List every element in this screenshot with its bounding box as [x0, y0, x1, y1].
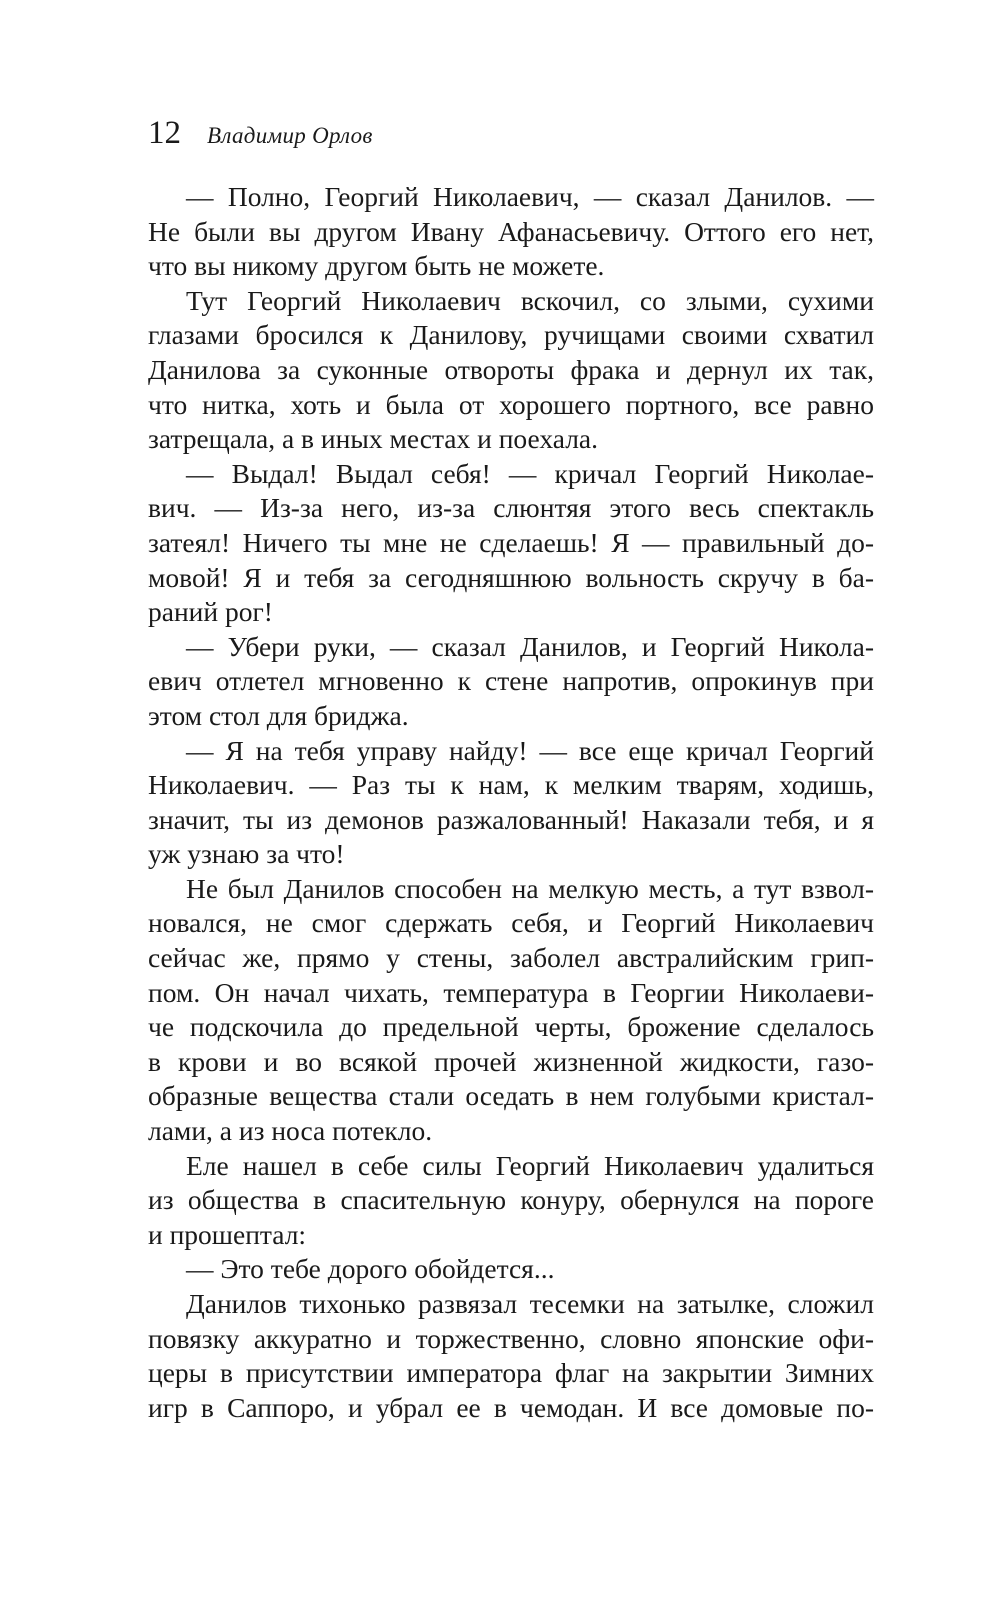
page-number: 12 — [148, 115, 181, 151]
text-line: игр в Саппоро, и убрал ее в чемодан. И все домовые по- — [148, 1391, 874, 1423]
text-line: новался, не смог сдержать себя, и Георгий Николаевич — [148, 907, 874, 939]
text-line: Николаевич. — Раз ты к нам, к мелким тварям, ходишь, — [148, 769, 874, 801]
body-text — [148, 180, 874, 1425]
text-line: Еле нашел в себе силы Георгий Николаевич удалиться — [186, 1149, 874, 1181]
text-line: че подскочила до предельной черты, брожение сделалось — [148, 1011, 874, 1043]
text-line: затеял! Ничего ты мне не сделаешь! Я — правильный до- — [148, 526, 874, 558]
text-line: повязку аккуратно и торжественно, словно японские офи- — [148, 1322, 874, 1354]
text-line: мовой! Я и тебя за сегодняшнюю вольность скручу в ба- — [148, 561, 874, 593]
text-line: — Убери руки, — сказал Данилов, и Георгий Никола- — [186, 630, 874, 662]
text-line: лами, а из носа потекло. — [148, 1115, 433, 1147]
text-line: что нитка, хоть и была от хорошего портного, все равно — [148, 388, 874, 420]
text-line: — Я на тебя управу найду! — все еще кричал Георгий — [186, 734, 874, 766]
text-line: Тут Георгий Николаевич вскочил, со злыми, сухими — [186, 284, 874, 316]
text-line: этом стол для бриджа. — [148, 699, 409, 731]
text-line: глазами бросился к Данилову, ручищами своими схватил — [148, 319, 874, 351]
text-line: вич. — Из-за него, из-за слюнтяя этого весь спектакль — [148, 492, 874, 524]
text-line: — Выдал! Выдал себя! — кричал Георгий Николае- — [186, 457, 874, 489]
text-line: Данилов тихонько развязал тесемки на затылке, сложил — [186, 1288, 874, 1319]
author-name: Владимир Орлов — [207, 123, 373, 148]
text-line: и прошептал: — [148, 1218, 307, 1250]
text-line: пом. Он начал чихать, температура в Георгии Николаеви- — [148, 976, 874, 1008]
text-line: уж узнаю за что! — [148, 838, 345, 870]
text-line: — Полно, Георгий Николаевич, — сказал Данилов. — — [186, 181, 874, 212]
text-line: сейчас же, прямо у стены, заболел австралийским грип- — [148, 942, 874, 974]
text-line: Не был Данилов способен на мелкую месть, а тут взвол- — [186, 872, 874, 904]
text-line: что вы никому другом быть не можете. — [148, 250, 605, 282]
text-line: — Это тебе дорого обойдется... — [186, 1253, 555, 1285]
text-line: церы в присутствии императора флаг на закрытии Зимних — [148, 1357, 874, 1389]
text-line: образные вещества стали оседать в нем голубыми кристал- — [148, 1080, 874, 1112]
running-head — [148, 115, 373, 152]
text-line: раний рог! — [148, 596, 273, 628]
text-line: в крови и во всякой прочей жизненной жидкости, газо- — [148, 1045, 874, 1077]
text-line: значит, ты из демонов разжалованный! Наказали тебя, и я — [148, 803, 874, 835]
text-line: Не были вы другом Ивану Афанасьевичу. Оттого его нет, — [148, 215, 874, 247]
text-line: евич отлетел мгновенно к стене напротив, опрокинув при — [148, 665, 874, 697]
text-line: затрещала, а в иных местах и поехала. — [148, 423, 599, 455]
text-line: Данилова за суконные отвороты фрака и дернул их так, — [148, 353, 874, 385]
text-line: из общества в спасительную конуру, обернулся на пороге — [148, 1184, 874, 1216]
